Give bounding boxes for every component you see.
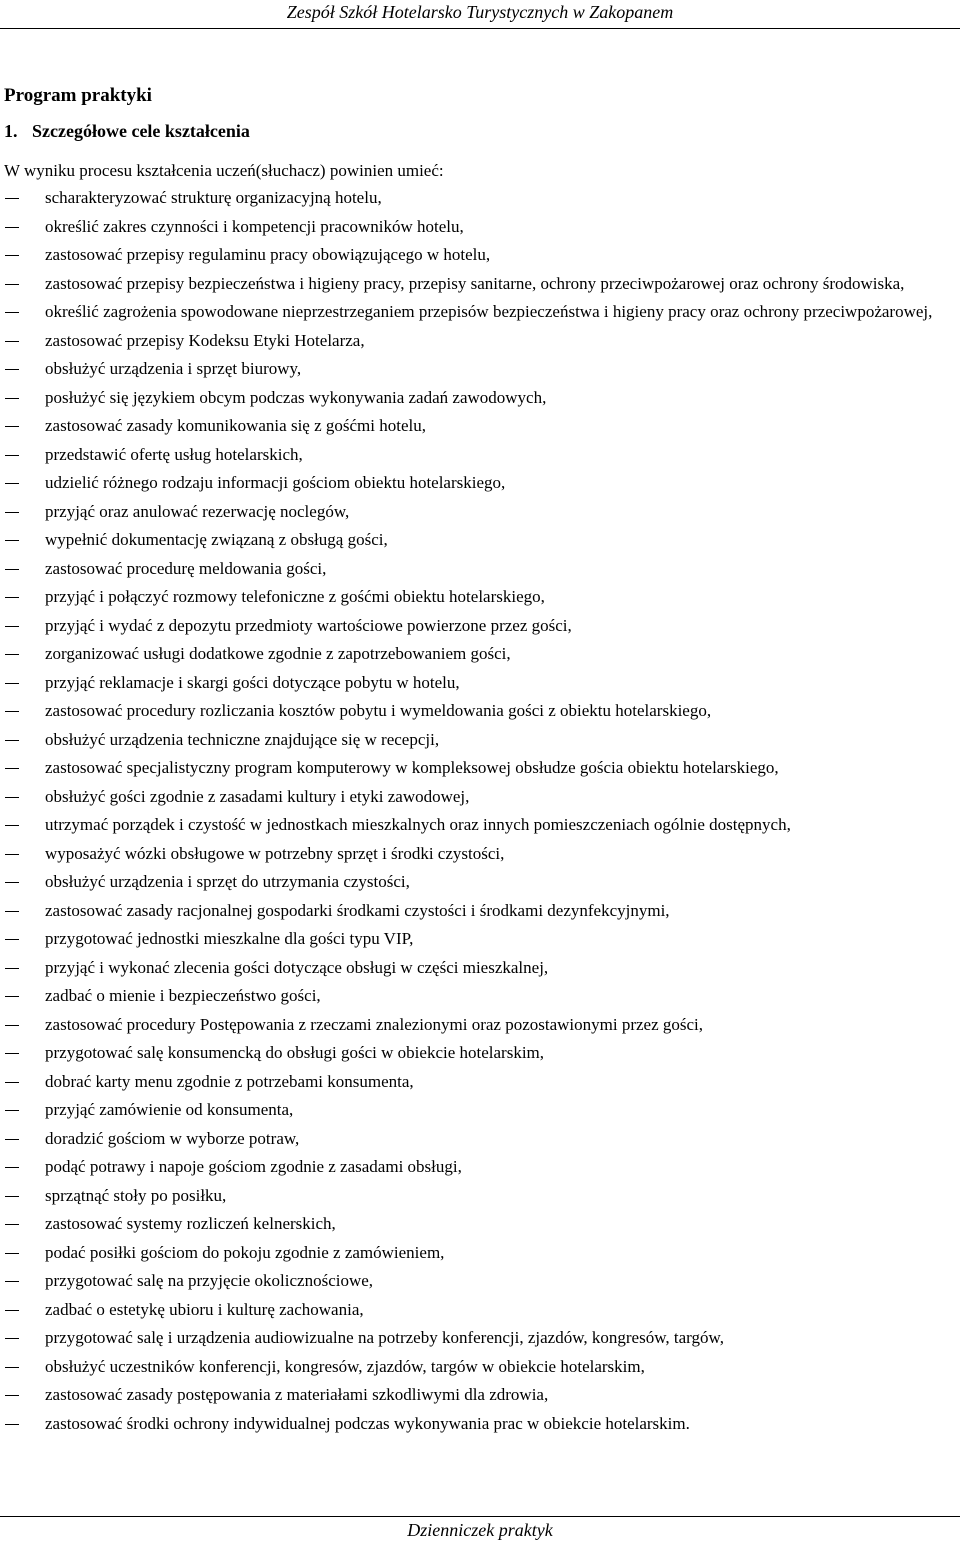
list-item-text: zastosować przepisy Kodeksu Etyki Hotelarza, — [45, 330, 365, 350]
dash-bullet-icon — [5, 426, 19, 427]
dash-bullet-icon — [5, 854, 19, 855]
list-item-text: przygotować salę i urządzenia audiowizualne na potrzeby konferencji, zjazdów, kongresów, targów, — [45, 1328, 724, 1347]
list-item-text: przyjąć reklamacje i skargi gości dotyczące pobytu w hotelu, — [45, 672, 460, 692]
list-item-text: obsłużyć uczestników konferencji, kongresów, zjazdów, targów w obiekcie hotelarskim, — [45, 1356, 645, 1376]
list-item-text: zastosować zasady postępowania z materiałami szkodliwymi dla zdrowia, — [45, 1385, 549, 1404]
list-item — [0, 868, 960, 897]
list-item-text: podać posiłki gościom do pokoju zgodnie z zamówieniem, — [45, 1242, 445, 1262]
dash-bullet-icon — [5, 1224, 19, 1225]
list-item-text: określić zagrożenia spowodowane nieprzestrzeganiem przepisów bezpieczeństwa i higieny pracy oraz ochrony przeciwpożarowej, — [45, 302, 933, 321]
list-item — [0, 783, 960, 812]
list-item — [0, 1153, 960, 1182]
list-item-text: zastosować środki ochrony indywidualnej podczas wykonywania prac w obiekcie hotelarskim. — [45, 1413, 690, 1433]
list-item — [0, 726, 960, 755]
list-item — [0, 583, 960, 612]
dash-bullet-icon — [5, 911, 19, 912]
list-item — [0, 1381, 960, 1410]
list-item-text: utrzymać porządek i czystość w jednostkach mieszkalnych oraz innych pomieszczeniach ogólnie dostępnych, — [45, 815, 791, 834]
list-item-text: zastosować specjalistyczny program komputerowy w kompleksowej obsłudze gościa obiektu hotelarskiego, — [45, 758, 779, 777]
list-item — [0, 355, 960, 384]
list-item — [0, 469, 960, 498]
dash-bullet-icon — [5, 227, 19, 228]
list-item — [0, 640, 960, 669]
dash-bullet-icon — [5, 1196, 19, 1197]
list-item-text: scharakteryzować strukturę organizacyjną hotelu, — [45, 188, 382, 207]
dash-bullet-icon — [5, 1053, 19, 1054]
dash-bullet-icon — [5, 284, 19, 285]
list-item — [0, 327, 960, 356]
dash-bullet-icon — [5, 198, 19, 199]
list-item-text: zadbać o mienie i bezpieczeństwo gości, — [45, 986, 321, 1005]
dash-bullet-icon — [5, 597, 19, 598]
dash-bullet-icon — [5, 1082, 19, 1083]
page-footer: Dzienniczek praktyk — [407, 1520, 553, 1540]
list-item — [0, 1125, 960, 1154]
dash-bullet-icon — [5, 1310, 19, 1311]
list-item — [0, 1239, 960, 1268]
dash-bullet-icon — [5, 255, 19, 256]
list-item — [0, 897, 960, 926]
list-item — [0, 925, 960, 954]
list-item-text: zastosować procedurę meldowania gości, — [45, 558, 327, 578]
list-item — [0, 1182, 960, 1211]
list-item-text: przyjąć i wykonać zlecenia gości dotyczące obsługi w części mieszkalnej, — [45, 957, 549, 977]
list-item-text: zastosować przepisy bezpieczeństwa i higieny pracy, przepisy sanitarne, ochrony przeciwpożarowej oraz ochrony środowiska, — [45, 273, 905, 293]
list-item-text: obsłużyć urządzenia techniczne znajdujące się w recepcji, — [45, 729, 440, 749]
list-item — [0, 982, 960, 1011]
dash-bullet-icon — [5, 654, 19, 655]
dash-bullet-icon — [5, 540, 19, 541]
section-number: 1. — [4, 121, 18, 141]
page-title: Program praktyki — [4, 85, 152, 106]
section-title: Szczegółowe cele kształcenia — [32, 121, 250, 141]
dash-bullet-icon — [5, 825, 19, 826]
dash-bullet-icon — [5, 1167, 19, 1168]
list-item-text: doradzić gościom w wyborze potraw, — [45, 1128, 300, 1148]
list-item-text: przyjąć i wydać z depozytu przedmioty wartościowe powierzone przez gości, — [45, 615, 572, 635]
list-item — [0, 241, 960, 270]
list-item-text: zastosować zasady racjonalnej gospodarki środkami czystości i środkami dezynfekcyjnymi, — [45, 900, 670, 920]
footer-divider — [0, 1516, 960, 1517]
list-item — [0, 1011, 960, 1040]
list-item-text: określić zakres czynności i kompetencji pracowników hotelu, — [45, 216, 464, 236]
list-item — [0, 1353, 960, 1382]
dash-bullet-icon — [5, 312, 19, 313]
list-item-text: zastosować procedury rozliczania kosztów pobytu i wymeldowania gości z obiektu hotelarskiego, — [45, 701, 712, 720]
dash-bullet-icon — [5, 1025, 19, 1026]
list-item-text: przyjąć zamówienie od konsumenta, — [45, 1100, 294, 1119]
intro-text: W wyniku procesu kształcenia uczeń(słuchacz) powinien umieć: — [4, 161, 444, 180]
dash-bullet-icon — [5, 1139, 19, 1140]
dash-bullet-icon — [5, 740, 19, 741]
list-item — [0, 298, 960, 327]
list-item-text: przygotować salę na przyjęcie okolicznościowe, — [45, 1271, 374, 1290]
dash-bullet-icon — [5, 882, 19, 883]
section-heading — [4, 119, 250, 143]
list-item — [0, 412, 960, 441]
learning-outcomes-list — [0, 184, 960, 1438]
list-item — [0, 954, 960, 983]
dash-bullet-icon — [5, 1281, 19, 1282]
dash-bullet-icon — [5, 768, 19, 769]
list-item — [0, 1039, 960, 1068]
list-item-text: obsłużyć urządzenia i sprzęt biurowy, — [45, 359, 302, 378]
list-item-text: zastosować systemy rozliczeń kelnerskich, — [45, 1214, 336, 1233]
list-item — [0, 1210, 960, 1239]
list-item — [0, 498, 960, 527]
list-item-text: przygotować jednostki mieszkalne dla gości typu VIP, — [45, 929, 414, 948]
list-item — [0, 526, 960, 555]
list-item-text: obsłużyć gości zgodnie z zasadami kultury i etyki zawodowej, — [45, 786, 470, 806]
list-item — [0, 754, 960, 783]
list-item-text: przedstawić ofertę usług hotelarskich, — [45, 444, 303, 464]
dash-bullet-icon — [5, 1253, 19, 1254]
dash-bullet-icon — [5, 683, 19, 684]
list-item-text: zastosować przepisy regulaminu pracy obowiązującego w hotelu, — [45, 245, 491, 264]
list-item-text: posłużyć się językiem obcym podczas wykonywania zadań zawodowych, — [45, 387, 547, 407]
list-item — [0, 612, 960, 641]
list-item-text: wypełnić dokumentację związaną z obsługą gości, — [45, 530, 388, 549]
list-item — [0, 555, 960, 584]
list-item — [0, 1410, 960, 1439]
list-item — [0, 213, 960, 242]
page-header: Zespół Szkół Hotelarsko Turystycznych w Zakopanem — [286, 2, 674, 22]
list-item — [0, 384, 960, 413]
list-item — [0, 811, 960, 840]
list-item — [0, 184, 960, 213]
dash-bullet-icon — [5, 626, 19, 627]
list-item-text: udzielić różnego rodzaju informacji gościom obiektu hotelarskiego, — [45, 473, 506, 492]
header-divider — [0, 28, 960, 29]
list-item-text: zastosować zasady komunikowania się z gośćmi hotelu, — [45, 416, 426, 435]
dash-bullet-icon — [5, 369, 19, 370]
dash-bullet-icon — [5, 483, 19, 484]
dash-bullet-icon — [5, 398, 19, 399]
list-item — [0, 441, 960, 470]
dash-bullet-icon — [5, 455, 19, 456]
list-item-text: sprzątnąć stoły po posiłku, — [45, 1185, 227, 1205]
dash-bullet-icon — [5, 1395, 19, 1396]
dash-bullet-icon — [5, 996, 19, 997]
list-item-text: dobrać karty menu zgodnie z potrzebami konsumenta, — [45, 1071, 414, 1091]
dash-bullet-icon — [5, 1424, 19, 1425]
list-item — [0, 270, 960, 299]
list-item-text: wyposażyć wózki obsługowe w potrzebny sprzęt i środki czystości, — [45, 843, 505, 863]
dash-bullet-icon — [5, 341, 19, 342]
list-item — [0, 1296, 960, 1325]
dash-bullet-icon — [5, 939, 19, 940]
dash-bullet-icon — [5, 1338, 19, 1339]
list-item-text: podąć potrawy i napoje gościom zgodnie z zasadami obsługi, — [45, 1157, 462, 1176]
dash-bullet-icon — [5, 569, 19, 570]
dash-bullet-icon — [5, 797, 19, 798]
list-item-text: zastosować procedury Postępowania z rzeczami znalezionymi oraz pozostawionymi przez gości, — [45, 1014, 704, 1034]
list-item-text: przyjąć oraz anulować rezerwację noclegów, — [45, 501, 350, 521]
dash-bullet-icon — [5, 1367, 19, 1368]
list-item-text: przygotować salę konsumencką do obsługi gości w obiekcie hotelarskim, — [45, 1043, 545, 1062]
dash-bullet-icon — [5, 711, 19, 712]
list-item — [0, 1267, 960, 1296]
list-item — [0, 1096, 960, 1125]
list-item-text: zorganizować usługi dodatkowe zgodnie z zapotrzebowaniem gości, — [45, 644, 511, 663]
list-item-text: zadbać o estetykę ubioru i kulturę zachowania, — [45, 1299, 364, 1319]
dash-bullet-icon — [5, 968, 19, 969]
dash-bullet-icon — [5, 512, 19, 513]
list-item — [0, 697, 960, 726]
list-item-text: obsłużyć urządzenia i sprzęt do utrzymania czystości, — [45, 872, 410, 891]
dash-bullet-icon — [5, 1110, 19, 1111]
list-item — [0, 1324, 960, 1353]
list-item-text: przyjąć i połączyć rozmowy telefoniczne z gośćmi obiektu hotelarskiego, — [45, 587, 545, 606]
list-item — [0, 1068, 960, 1097]
list-item — [0, 669, 960, 698]
list-item — [0, 840, 960, 869]
